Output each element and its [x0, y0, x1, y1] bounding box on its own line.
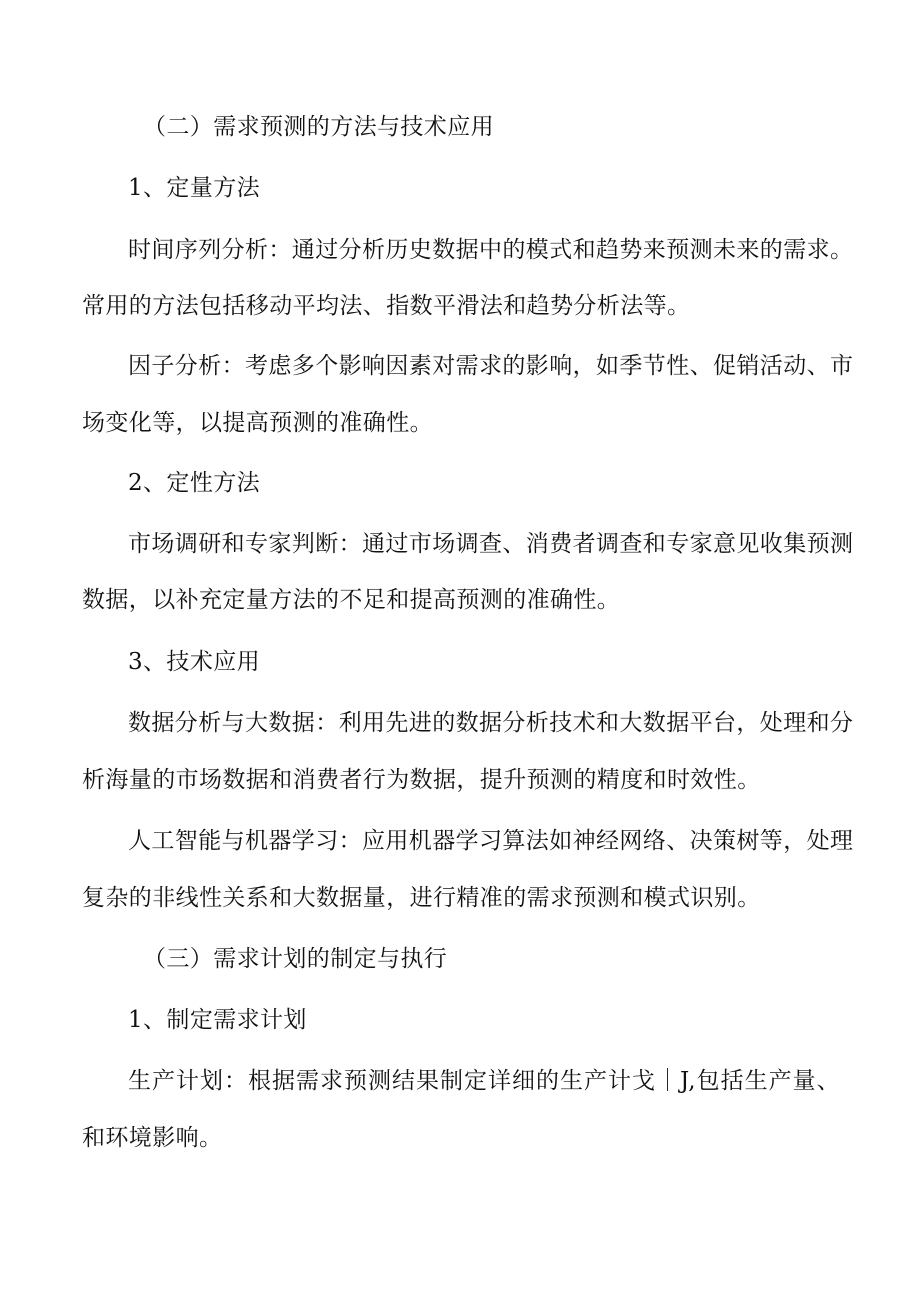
para-ai-line-1: 人工智能与机器学习：应用机器学习算法如神经网络、决策树等，处理 — [128, 828, 854, 854]
section-2-heading: （二）需求预测的方法与技术应用 — [143, 114, 494, 140]
item-3-heading: 3、技术应用 — [128, 649, 261, 675]
para-time-series-line-1: 时间序列分析：通过分析历史数据中的模式和趋势来预测未来的需求。 — [128, 237, 854, 263]
item-plan-heading: 1、制定需求计划 — [128, 1007, 307, 1033]
item-2-heading: 2、定性方法 — [128, 470, 261, 496]
para-bigdata-line-1: 数据分析与大数据：利用先进的数据分析技术和大数据平台，处理和分 — [128, 710, 854, 736]
para-time-series-line-2: 常用的方法包括移动平均法、指数平滑法和趋势分析法等。 — [82, 293, 691, 319]
para-market-line-2: 数据，以补充定量方法的不足和提高预测的准确性。 — [82, 587, 621, 613]
section-3-heading: （三）需求计划的制定与执行 — [143, 946, 448, 972]
para-factor-line-1: 因子分析：考虑多个影响因素对需求的影响，如季节性、促销活动、市 — [128, 353, 854, 379]
para-bigdata-line-2: 析海量的市场数据和消费者行为数据，提升预测的精度和时效性。 — [82, 767, 761, 793]
para-ai-line-2: 复杂的非线性关系和大数据量，进行精准的需求预测和模式识别。 — [82, 885, 761, 911]
para-production-line-2: 和环境影响。 — [82, 1125, 223, 1151]
item-1-heading: 1、定量方法 — [128, 175, 261, 201]
para-factor-line-2: 场变化等，以提高预测的准确性。 — [82, 410, 433, 436]
para-market-line-1: 市场调研和专家判断：通过市场调查、消费者调查和专家意见收集预测 — [128, 531, 854, 557]
para-production-line-1: 生产计划：根据需求预测结果制定详细的生产计戈｜J,包括生产量、 — [128, 1068, 840, 1094]
